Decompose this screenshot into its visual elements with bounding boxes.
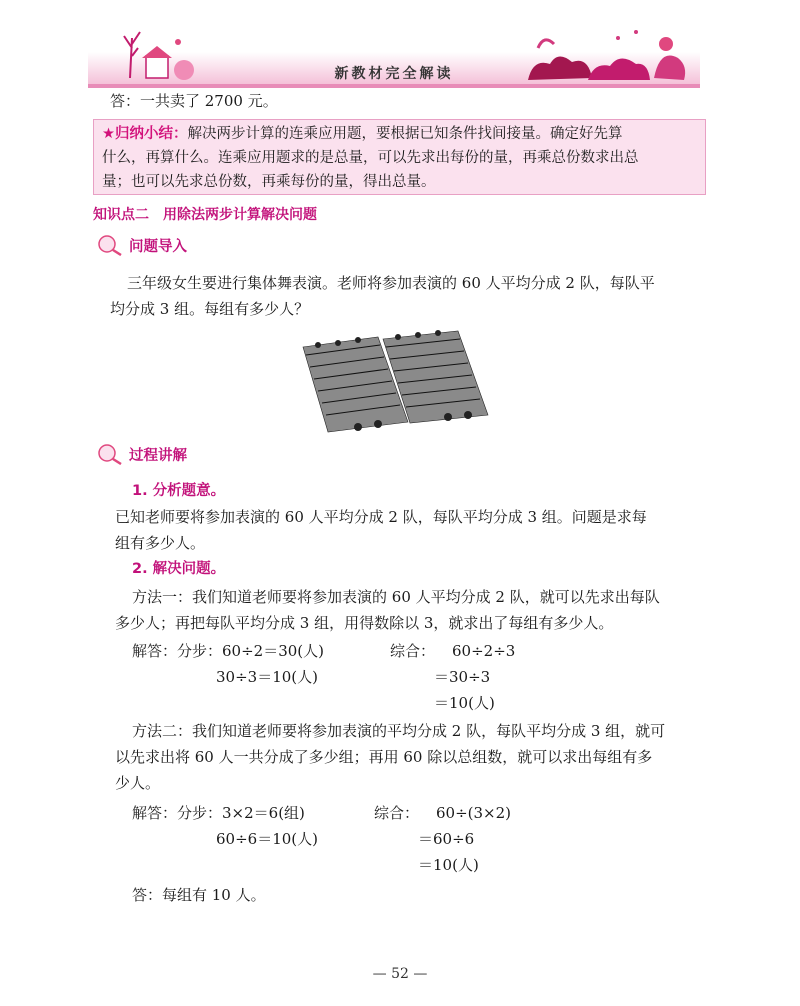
summary-label: ★归纳小结： — [102, 126, 188, 142]
header-title: 新教材完全解读 — [334, 66, 454, 82]
method-1-combined-1: 60÷2÷3 — [452, 642, 516, 660]
previous-answer: 答：一共卖了 2700 元。 — [110, 92, 278, 110]
magnifier-icon — [97, 443, 123, 465]
method-1-line-2: 多少人；再把每队平均分成 3 组，用得数除以 3，就求出了每组有多少人。 — [115, 614, 614, 632]
dancers-image-icon — [298, 327, 498, 447]
method-1-step-1: 解答：分步：60÷2＝30(人) — [132, 642, 324, 660]
magnifier-icon — [97, 234, 123, 256]
summary-line-2: 什么，再算什么。连乘应用题求的是总量，可以先求出每份的量，再乘总份数求出总 — [102, 150, 639, 166]
method-2-line-1: 方法二：我们知道老师要将参加表演的平均分成 2 队，每队平均分成 3 组，就可 — [132, 722, 666, 740]
page-number: — 52 — — [372, 966, 428, 982]
method-1-combined-3: ＝10(人) — [434, 694, 495, 712]
page-header — [88, 18, 700, 88]
section-process-title: 过程讲解 — [129, 447, 187, 464]
summary-line-3: 量；也可以先求总份数，再乘每份的量，得出总量。 — [102, 174, 436, 190]
method-2-combined-3: ＝10(人) — [418, 856, 479, 874]
summary-box — [93, 119, 706, 195]
method-2-step-1: 解答：分步：3×2＝6(组) — [132, 804, 305, 822]
method-2-combined-1: 60÷(3×2) — [436, 804, 512, 822]
method-1-line-1: 方法一：我们知道老师要将参加表演的 60 人平均分成 2 队，就可以先求出每队 — [132, 588, 660, 606]
summary-line-1: ★归纳小结：解决两步计算的连乘应用题，要根据已知条件找间接量。确定好先算 — [102, 126, 623, 142]
step-1-line-1: 已知老师要将参加表演的 60 人平均分成 2 队，每队平均分成 3 组。问题是求每 — [115, 508, 647, 526]
step-1-line-2: 组有多少人。 — [115, 534, 206, 552]
method-2-step-2: 60÷6＝10(人) — [216, 830, 318, 848]
method-1-combined-2: ＝30÷3 — [434, 668, 491, 686]
section-process-heading — [97, 443, 187, 465]
knowledge-point-title: 知识点二 用除法两步计算解决问题 — [93, 207, 317, 223]
section-intro-heading — [97, 234, 187, 256]
intro-line-1: 三年级女生要进行集体舞表演。老师将参加表演的 60 人平均分成 2 队，每队平 — [127, 274, 655, 292]
method-2-line-3: 少人。 — [115, 774, 161, 792]
section-intro-title: 问题导入 — [129, 238, 187, 255]
method-2-line-2: 以先求出将 60 人一共分成了多少组；再用 60 除以总组数，就可以求出每组有多 — [115, 748, 653, 766]
intro-line-2: 均分成 3 组。每组有多少人？ — [110, 300, 310, 318]
step-2-title: 2. 解决问题。 — [132, 561, 226, 577]
method-2-combined-2: ＝60÷6 — [418, 830, 475, 848]
step-1-title: 1. 分析题意。 — [132, 483, 226, 499]
final-answer: 答：每组有 10 人。 — [132, 886, 266, 904]
method-1-combined-label: 综合： — [390, 642, 436, 660]
method-2-combined-label: 综合： — [374, 804, 420, 822]
dancers-illustration — [298, 327, 498, 447]
method-1-step-2: 30÷3＝10(人) — [216, 668, 318, 686]
